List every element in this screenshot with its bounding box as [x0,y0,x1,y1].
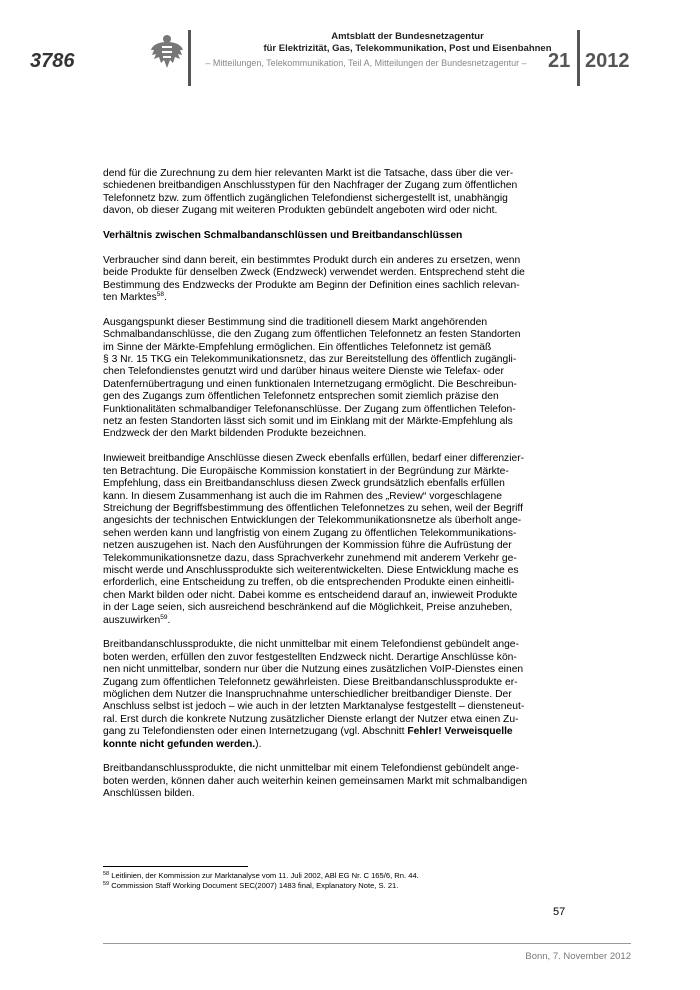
header-divider [188,30,191,86]
paragraph: Ausgangspunkt dieser Bestimmung sind die traditionell diesem Markt angehörenden Schmalbandanschlüsse, die den Zugang zum öffentlichen Telefonnetz an festen Standorten im Sinne der Märkte-Empfehlung ermöglichen. Ein öffentliches Telefonnetz ist gemäß § 3 Nr. 15 TKG ein Telekommunikationsnetz, das zur Bereitstellung des öffentlich zugängli- chen Telefondienstes genutzt wird und darüber hinaus weitere Dienste wie Telefax- oder Datenfernübertragung und einen funktionalen Internetzugang ermöglicht. Die Beschreibun- gen des Zugangs zum öffentlichen Telefonnetz entsprechen somit ziemlich präzise den Funktionalitäten schmalbandiger Telefonanschlüsse. Der Zugang zum öffentlichen Telefon- netz an festen Standorten lässt sich somit und im Einklang mit der Märkte-Empfehlung als Endzweck der den Markt bildenden Produkte bezeichnen. [103,316,521,440]
header-page-number: 3786 [30,50,75,72]
header-year: 2012 [585,50,630,72]
footnote: $^{58}$ Leitlinien, der Kommission zur Marktanalyse vom 11. Juli 2002, ABl EG Nr. C 165/6, Rn. 44. [103,871,419,880]
broken-reference: Fehler! Verweisquelle konnte nicht gefunden werden. [103,726,513,750]
footer-date: Bonn, 7. November 2012 [525,951,631,962]
header-subtitle: für Elektrizität, Gas, Telekommunikation, Post und Eisenbahnen [263,43,552,54]
header-issue: 21 [548,50,571,72]
paragraph: dend für die Zurechnung zu dem hier relevanten Markt ist die Tatsache, dass über die ver- schiedenen breitbandigen Anschlusstypen für den Nachfrager der Zugang zum öffentlichen Telefonnetz bzw. zum öffentlich zugänglichen Telefondienst sichergestellt ist, unabhängig davon, ob dieser Zugang mit weiteren Produkten gebündelt angeboten wird oder nicht. [103,168,518,217]
paragraph: Inwieweit breitbandige Anschlüsse diesen Zweck ebenfalls erfüllen, bedarf einer differenzier- ten Betrachtung. Die Europäische Kommission konstatiert in der Begründung zur Märkte- Empfehlung, dass ein Breitbandanschluss diesen Zweck grundsätzlich ebenfalls erfüllen kann. In diesem Zusammenhang ist auch die im Rahmen des „Review“ vorgeschlagene Streichung der Begriffsbestimmung des öffentlichen Telefonnetzes zu sehen, weil der Begriff angesichts der technischen Entwicklungen der Telekommunikationsnetze als überholt ange- sehen werden kann und langfristig von einem Zugang zu öffentlichen Telekommunikations- netzen auszugehen ist. Nach den Ausführungen der Kommission führe die Aufrüstung der Telekommunikationsnetze dazu, dass Sprachverkehr zunehmend mit anderem Verkehr ge- mischt werde und Anschlussprodukte sich weiterentwickelten. Diese Entwicklung mache es erforderlich, eine Entscheidung zu treffen, ob die entsprechenden Produkte einen einheitli- chen Markt bilden oder nicht. Dabei komme es entscheidend darauf an, inwieweit Produkte in der Lage seien, sich ausreichend beschränkend auf die Möglichkeit, Preise anzuheben, auszuwirken$^{59}$. [103,453,525,626]
header-section: – Mitteilungen, Telekommunikation, Teil A, Mitteilungen der Bundesnetzagentur – [205,58,527,68]
header-issue-divider [577,30,580,86]
paragraph: Verbraucher sind dann bereit, ein bestimmtes Produkt durch ein anderes zu ersetzen, wenn beide Produkte für denselben Zweck (Endzweck) verwendet werden. Entsprechend steht die Bestimmung des Endzwecks der Produkte am Beginn der Definition eines sachlich relevan- ten Marktes$^{58}$. [103,254,525,304]
footnote: $^{59}$ Commission Staff Working Document SEC(2007) 1483 final, Explanatory Note, S. 21. [103,880,399,890]
paragraph: Breitbandanschlussprodukte, die nicht unmittelbar mit einem Telefondienst gebündelt ange- boten werden, können daher auch weiterhin keinen gemeinsamen Markt mit schmalbandigen Anschlüssen bilden. [103,763,528,800]
paragraph: Breitbandanschlussprodukte, die nicht unmittelbar mit einem Telefondienst gebündelt ange- boten werden, erfüllen den zuvor festgestellten Endzweck nicht. Derartige Anschlüsse kön- nen nicht unmittelbar, sondern nur über die Nutzung eines zusätzlichen VoIP-Dienstes einen Zugang zum öffentlichen Telefonnetz gewährleisten. Diese Breitbandanschlussprodukte er- möglichen dem Nutzer die Inanspruchnahme unterschiedlicher breitbandiger Dienste. Der Anschluss selbst ist jedoch – wie auch in der letzten Marktanalyse festgestellt – diensteneut- ral. Erst durch die konkrete Nutzung zusätzlicher Dienste erlangt der Nutzer etwa einen Zu- gang zu Telefondiensten oder einen Internetzugang (vgl. Abschnitt Fehler! Verweisquelle konnte nicht gefunden werden.). [103,639,525,750]
footnote-divider [103,866,248,867]
footnote-ref[interactable]: 58 [156,291,165,299]
section-heading: Verhältnis zwischen Schmalbandanschlüssen und Breitbandanschlüssen [103,230,463,242]
federal-eagle-icon [150,32,184,72]
footer-divider [103,943,631,944]
body-text [103,168,571,813]
header-title: Amtsblatt der Bundesnetzagentur [331,31,484,42]
footnote-ref[interactable]: 59 [160,613,168,621]
footnotes [103,871,419,890]
page-number: 57 [553,906,566,918]
